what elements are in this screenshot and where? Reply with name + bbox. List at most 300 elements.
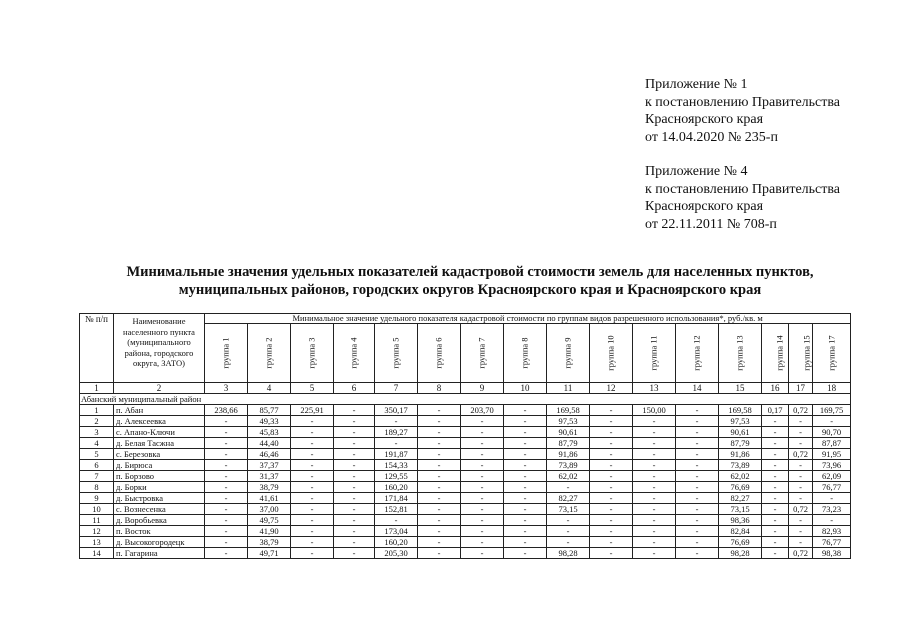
row-number: 8	[80, 482, 114, 493]
group-header-label: группа 1	[221, 337, 231, 369]
value-cell: -	[418, 537, 461, 548]
value-cell: -	[375, 515, 418, 526]
value-cell: 98,36	[719, 515, 762, 526]
value-cell: -	[418, 482, 461, 493]
value-cell: -	[633, 537, 676, 548]
column-number: 11	[547, 383, 590, 394]
value-cell: -	[590, 449, 633, 460]
group-header	[676, 324, 719, 383]
value-cell: -	[676, 449, 719, 460]
value-cell: -	[762, 482, 789, 493]
value-cell: -	[334, 493, 375, 504]
appendix-1-line: от 14.04.2020 № 235-п	[645, 129, 778, 145]
table-row	[80, 471, 851, 482]
value-cell: -	[418, 449, 461, 460]
settlement-name: д. Быстровка	[114, 493, 205, 504]
appendix-4-block	[645, 163, 840, 233]
settlement-name: п. Гагарина	[114, 548, 205, 559]
table-row	[80, 449, 851, 460]
value-cell: -	[291, 460, 334, 471]
value-cell: 76,69	[719, 482, 762, 493]
group-header	[547, 324, 590, 383]
value-cell: -	[762, 493, 789, 504]
value-cell: -	[291, 438, 334, 449]
group-header-label: группа 8	[520, 337, 530, 369]
value-cell: -	[676, 416, 719, 427]
value-cell: -	[547, 515, 590, 526]
value-cell: -	[205, 471, 248, 482]
row-number: 10	[80, 504, 114, 515]
settlement-name: д. Белая Тасжна	[114, 438, 205, 449]
value-cell: 171,84	[375, 493, 418, 504]
group-header-label: группа 17	[826, 335, 837, 371]
group-header	[291, 324, 334, 383]
section-row	[80, 394, 851, 405]
row-number: 13	[80, 537, 114, 548]
value-cell: 97,53	[719, 416, 762, 427]
value-cell: -	[676, 438, 719, 449]
value-cell: 76,77	[813, 537, 851, 548]
value-cell: 73,23	[813, 504, 851, 515]
value-cell: 44,40	[248, 438, 291, 449]
value-cell: 73,89	[547, 460, 590, 471]
value-cell: -	[418, 526, 461, 537]
value-cell: 98,38	[813, 548, 851, 559]
value-cell: -	[676, 548, 719, 559]
value-cell: -	[205, 482, 248, 493]
value-cell: 97,53	[547, 416, 590, 427]
appendix-1-line: Приложение № 1	[645, 77, 748, 92]
value-cell: -	[334, 416, 375, 427]
value-cell: 154,33	[375, 460, 418, 471]
value-cell: 37,37	[248, 460, 291, 471]
table-row	[80, 537, 851, 548]
table-row	[80, 526, 851, 537]
value-cell: 62,02	[547, 471, 590, 482]
group-header-label: группа 13	[735, 335, 745, 371]
value-cell: 238,66	[205, 405, 248, 416]
value-cell: -	[504, 526, 547, 537]
value-cell: -	[504, 460, 547, 471]
value-cell: -	[418, 405, 461, 416]
value-cell: 49,71	[248, 548, 291, 559]
header-np: № п/п	[80, 314, 114, 383]
value-cell: -	[334, 526, 375, 537]
column-number: 9	[461, 383, 504, 394]
value-cell: 173,04	[375, 526, 418, 537]
value-cell: -	[789, 493, 813, 504]
column-number: 18	[813, 383, 851, 394]
value-cell: -	[334, 449, 375, 460]
value-cell: 169,58	[719, 405, 762, 416]
value-cell: -	[676, 427, 719, 438]
value-cell: -	[590, 427, 633, 438]
value-cell: -	[789, 438, 813, 449]
value-cell: 91,95	[813, 449, 851, 460]
group-header	[461, 324, 504, 383]
value-cell: 38,79	[248, 537, 291, 548]
row-number: 2	[80, 416, 114, 427]
value-cell: -	[205, 460, 248, 471]
appendix-4-line: Приложение № 4	[645, 164, 748, 179]
value-cell: -	[291, 449, 334, 460]
row-number: 11	[80, 515, 114, 526]
value-cell: -	[633, 449, 676, 460]
value-cell: -	[633, 427, 676, 438]
value-cell: 76,77	[813, 482, 851, 493]
value-cell: -	[334, 548, 375, 559]
value-cell: -	[789, 416, 813, 427]
group-header-label: группа 14	[774, 335, 785, 371]
value-cell: -	[590, 482, 633, 493]
value-cell: 49,75	[248, 515, 291, 526]
value-cell: -	[205, 416, 248, 427]
settlement-name: д. Бирюса	[114, 460, 205, 471]
value-cell: 0,72	[789, 449, 813, 460]
value-cell: -	[504, 482, 547, 493]
appendix-1-line: Красноярского края	[645, 112, 764, 127]
value-cell: -	[676, 526, 719, 537]
row-number: 3	[80, 427, 114, 438]
value-cell: -	[504, 548, 547, 559]
value-cell: -	[676, 460, 719, 471]
group-header-label: группа 11	[649, 335, 659, 371]
value-cell: 98,28	[719, 548, 762, 559]
value-cell: 87,87	[813, 438, 851, 449]
settlement-name: п. Абан	[114, 405, 205, 416]
settlement-name: д. Алексеевка	[114, 416, 205, 427]
value-cell: -	[418, 548, 461, 559]
value-cell: 169,75	[813, 405, 851, 416]
value-cell: 350,17	[375, 405, 418, 416]
value-cell: -	[375, 416, 418, 427]
value-cell: -	[504, 416, 547, 427]
settlement-name: п. Восток	[114, 526, 205, 537]
value-cell: -	[547, 526, 590, 537]
value-cell: -	[291, 427, 334, 438]
value-cell: 160,20	[375, 482, 418, 493]
value-cell: -	[633, 548, 676, 559]
value-cell: -	[789, 460, 813, 471]
value-cell: 91,86	[547, 449, 590, 460]
value-cell: -	[590, 416, 633, 427]
value-cell: -	[547, 537, 590, 548]
value-cell: -	[205, 537, 248, 548]
value-cell: -	[461, 471, 504, 482]
table-row	[80, 460, 851, 471]
group-header	[590, 324, 633, 383]
settlement-name: п. Борзово	[114, 471, 205, 482]
value-cell: -	[676, 471, 719, 482]
table-row	[80, 438, 851, 449]
value-cell: -	[633, 515, 676, 526]
value-cell: 62,09	[813, 471, 851, 482]
value-cell: -	[334, 438, 375, 449]
group-header-label: группа 2	[264, 337, 274, 369]
appendix-4-line: к постановлению Правительства	[645, 181, 841, 197]
column-number: 10	[504, 383, 547, 394]
value-cell: -	[504, 493, 547, 504]
value-cell: 73,96	[813, 460, 851, 471]
value-cell: 160,20	[375, 537, 418, 548]
value-cell: -	[205, 449, 248, 460]
value-cell: 62,02	[719, 471, 762, 482]
value-cell: -	[633, 482, 676, 493]
value-cell: -	[418, 515, 461, 526]
value-cell: -	[461, 427, 504, 438]
group-header	[334, 324, 375, 383]
column-number: 1	[80, 383, 114, 394]
value-cell: -	[205, 515, 248, 526]
settlement-name: д. Борки	[114, 482, 205, 493]
column-number: 8	[418, 383, 461, 394]
value-cell: -	[291, 471, 334, 482]
value-cell: -	[633, 493, 676, 504]
title-line-2: муниципальных районов, городских округов Красноярского края и Красноярского края	[178, 282, 762, 298]
header-span: Минимальное значение удельного показателя кадастровой стоимости по группам видов разрешенного использования*, руб./кв. м	[205, 314, 851, 324]
group-header	[633, 324, 676, 383]
value-cell: -	[762, 460, 789, 471]
value-cell: 0,17	[762, 405, 789, 416]
value-cell: -	[418, 471, 461, 482]
value-cell: 45,83	[248, 427, 291, 438]
value-cell: -	[789, 482, 813, 493]
value-cell: -	[205, 427, 248, 438]
value-cell: -	[789, 471, 813, 482]
value-cell: -	[633, 504, 676, 515]
value-cell: -	[334, 427, 375, 438]
group-header	[504, 324, 547, 383]
value-cell: -	[334, 482, 375, 493]
table-row	[80, 427, 851, 438]
value-cell: -	[590, 460, 633, 471]
value-cell: 82,93	[813, 526, 851, 537]
group-header-label: группа 6	[434, 337, 444, 369]
group-header-label: группа 9	[563, 337, 573, 369]
value-cell: 98,28	[547, 548, 590, 559]
value-cell: -	[461, 460, 504, 471]
value-cell: -	[504, 405, 547, 416]
value-cell: 189,27	[375, 427, 418, 438]
value-cell: -	[504, 504, 547, 515]
value-cell: 90,61	[547, 427, 590, 438]
column-number: 13	[633, 383, 676, 394]
value-cell: -	[291, 526, 334, 537]
value-cell: -	[504, 515, 547, 526]
group-header-label: группа 15	[801, 335, 812, 371]
value-cell: 205,30	[375, 548, 418, 559]
value-cell: 0,72	[789, 405, 813, 416]
value-cell: -	[676, 405, 719, 416]
value-cell: -	[418, 416, 461, 427]
value-cell: -	[590, 493, 633, 504]
value-cell: 0,72	[789, 504, 813, 515]
value-cell: -	[205, 548, 248, 559]
group-header	[762, 324, 789, 383]
row-number: 12	[80, 526, 114, 537]
value-cell: -	[762, 449, 789, 460]
group-header	[248, 324, 291, 383]
value-cell: -	[762, 515, 789, 526]
value-cell: -	[813, 515, 851, 526]
row-number: 14	[80, 548, 114, 559]
table-row	[80, 493, 851, 504]
column-number: 12	[590, 383, 633, 394]
value-cell: -	[762, 416, 789, 427]
value-cell: 73,89	[719, 460, 762, 471]
value-cell: -	[676, 504, 719, 515]
value-cell: -	[504, 438, 547, 449]
value-cell: -	[590, 405, 633, 416]
value-cell: -	[590, 526, 633, 537]
value-cell: -	[418, 427, 461, 438]
value-cell: -	[633, 526, 676, 537]
group-header	[205, 324, 248, 383]
value-cell: -	[291, 482, 334, 493]
value-cell: 169,58	[547, 405, 590, 416]
group-header-label: группа 3	[307, 337, 317, 369]
column-number: 6	[334, 383, 375, 394]
value-cell: -	[504, 471, 547, 482]
value-cell: 90,70	[813, 427, 851, 438]
value-cell: 85,77	[248, 405, 291, 416]
value-cell: -	[461, 548, 504, 559]
value-cell: -	[789, 526, 813, 537]
row-number: 6	[80, 460, 114, 471]
value-cell: -	[633, 438, 676, 449]
value-cell: 191,87	[375, 449, 418, 460]
group-header-label: группа 7	[477, 337, 487, 369]
value-cell: -	[762, 537, 789, 548]
column-number: 5	[291, 383, 334, 394]
value-cell: -	[334, 504, 375, 515]
value-cell: -	[590, 438, 633, 449]
group-header-label: группа 5	[391, 337, 401, 369]
value-cell: -	[334, 515, 375, 526]
value-cell: -	[461, 504, 504, 515]
value-cell: -	[461, 438, 504, 449]
column-number: 14	[676, 383, 719, 394]
value-cell: 129,55	[375, 471, 418, 482]
appendix-1-block	[645, 76, 840, 146]
value-cell: -	[205, 438, 248, 449]
value-cell: -	[334, 460, 375, 471]
value-cell: -	[461, 515, 504, 526]
value-cell: -	[461, 493, 504, 504]
settlement-name: д. Воробьевка	[114, 515, 205, 526]
column-number: 4	[248, 383, 291, 394]
value-cell: -	[590, 537, 633, 548]
value-cell: -	[291, 537, 334, 548]
value-cell: -	[291, 416, 334, 427]
value-cell: -	[504, 427, 547, 438]
value-cell: -	[334, 405, 375, 416]
appendix-1-line: к постановлению Правительства	[645, 94, 841, 110]
value-cell: -	[762, 427, 789, 438]
value-cell: -	[590, 504, 633, 515]
value-cell: 82,27	[719, 493, 762, 504]
value-cell: -	[547, 482, 590, 493]
column-number-row	[80, 383, 851, 394]
row-number: 7	[80, 471, 114, 482]
value-cell: -	[461, 526, 504, 537]
value-cell: -	[334, 471, 375, 482]
table-row	[80, 416, 851, 427]
row-number: 4	[80, 438, 114, 449]
value-cell: -	[590, 548, 633, 559]
value-cell: -	[291, 515, 334, 526]
table-row	[80, 515, 851, 526]
value-cell: 37,00	[248, 504, 291, 515]
value-cell: 152,81	[375, 504, 418, 515]
column-number: 15	[719, 383, 762, 394]
column-number: 3	[205, 383, 248, 394]
value-cell: -	[375, 438, 418, 449]
value-cell: 41,61	[248, 493, 291, 504]
value-cell: 87,79	[719, 438, 762, 449]
value-cell: -	[461, 537, 504, 548]
group-header-label: группа 12	[692, 335, 702, 371]
column-number: 2	[114, 383, 205, 394]
value-cell: -	[676, 515, 719, 526]
table-row	[80, 482, 851, 493]
settlement-name: с. Вознесенка	[114, 504, 205, 515]
value-cell: 82,27	[547, 493, 590, 504]
appendix-4-line: Красноярского края	[645, 199, 764, 214]
value-cell: -	[504, 449, 547, 460]
value-cell: -	[418, 438, 461, 449]
value-cell: -	[813, 416, 851, 427]
value-cell: -	[334, 537, 375, 548]
value-cell: -	[418, 504, 461, 515]
title-line-1: Минимальные значения удельных показателей кадастровой стоимости земель для населенных пунктов,	[126, 264, 814, 280]
value-cell: -	[676, 537, 719, 548]
value-cell: -	[762, 471, 789, 482]
value-cell: -	[291, 493, 334, 504]
value-cell: -	[633, 471, 676, 482]
value-cell: 38,79	[248, 482, 291, 493]
value-cell: 150,00	[633, 405, 676, 416]
column-number: 17	[789, 383, 813, 394]
document-title	[90, 263, 850, 299]
value-cell: -	[789, 537, 813, 548]
value-cell: -	[205, 493, 248, 504]
value-cell: 73,15	[719, 504, 762, 515]
column-number: 16	[762, 383, 789, 394]
value-cell: 49,33	[248, 416, 291, 427]
value-cell: -	[504, 537, 547, 548]
value-cell: -	[418, 460, 461, 471]
group-header	[789, 324, 813, 383]
column-number: 7	[375, 383, 418, 394]
settlement-name: д. Высокогородецк	[114, 537, 205, 548]
section-label: Абанский муниципальный район	[80, 394, 851, 405]
value-cell: -	[633, 460, 676, 471]
value-cell: 41,90	[248, 526, 291, 537]
group-header	[418, 324, 461, 383]
table-row	[80, 405, 851, 416]
value-cell: -	[291, 504, 334, 515]
table-row	[80, 504, 851, 515]
value-cell: 91,86	[719, 449, 762, 460]
group-header-label: группа 4	[349, 337, 359, 369]
settlement-name: с. Березовка	[114, 449, 205, 460]
value-cell: 90,61	[719, 427, 762, 438]
value-cell: 46,46	[248, 449, 291, 460]
value-cell: -	[205, 526, 248, 537]
group-header-label: группа 10	[606, 335, 616, 371]
value-cell: 73,15	[547, 504, 590, 515]
